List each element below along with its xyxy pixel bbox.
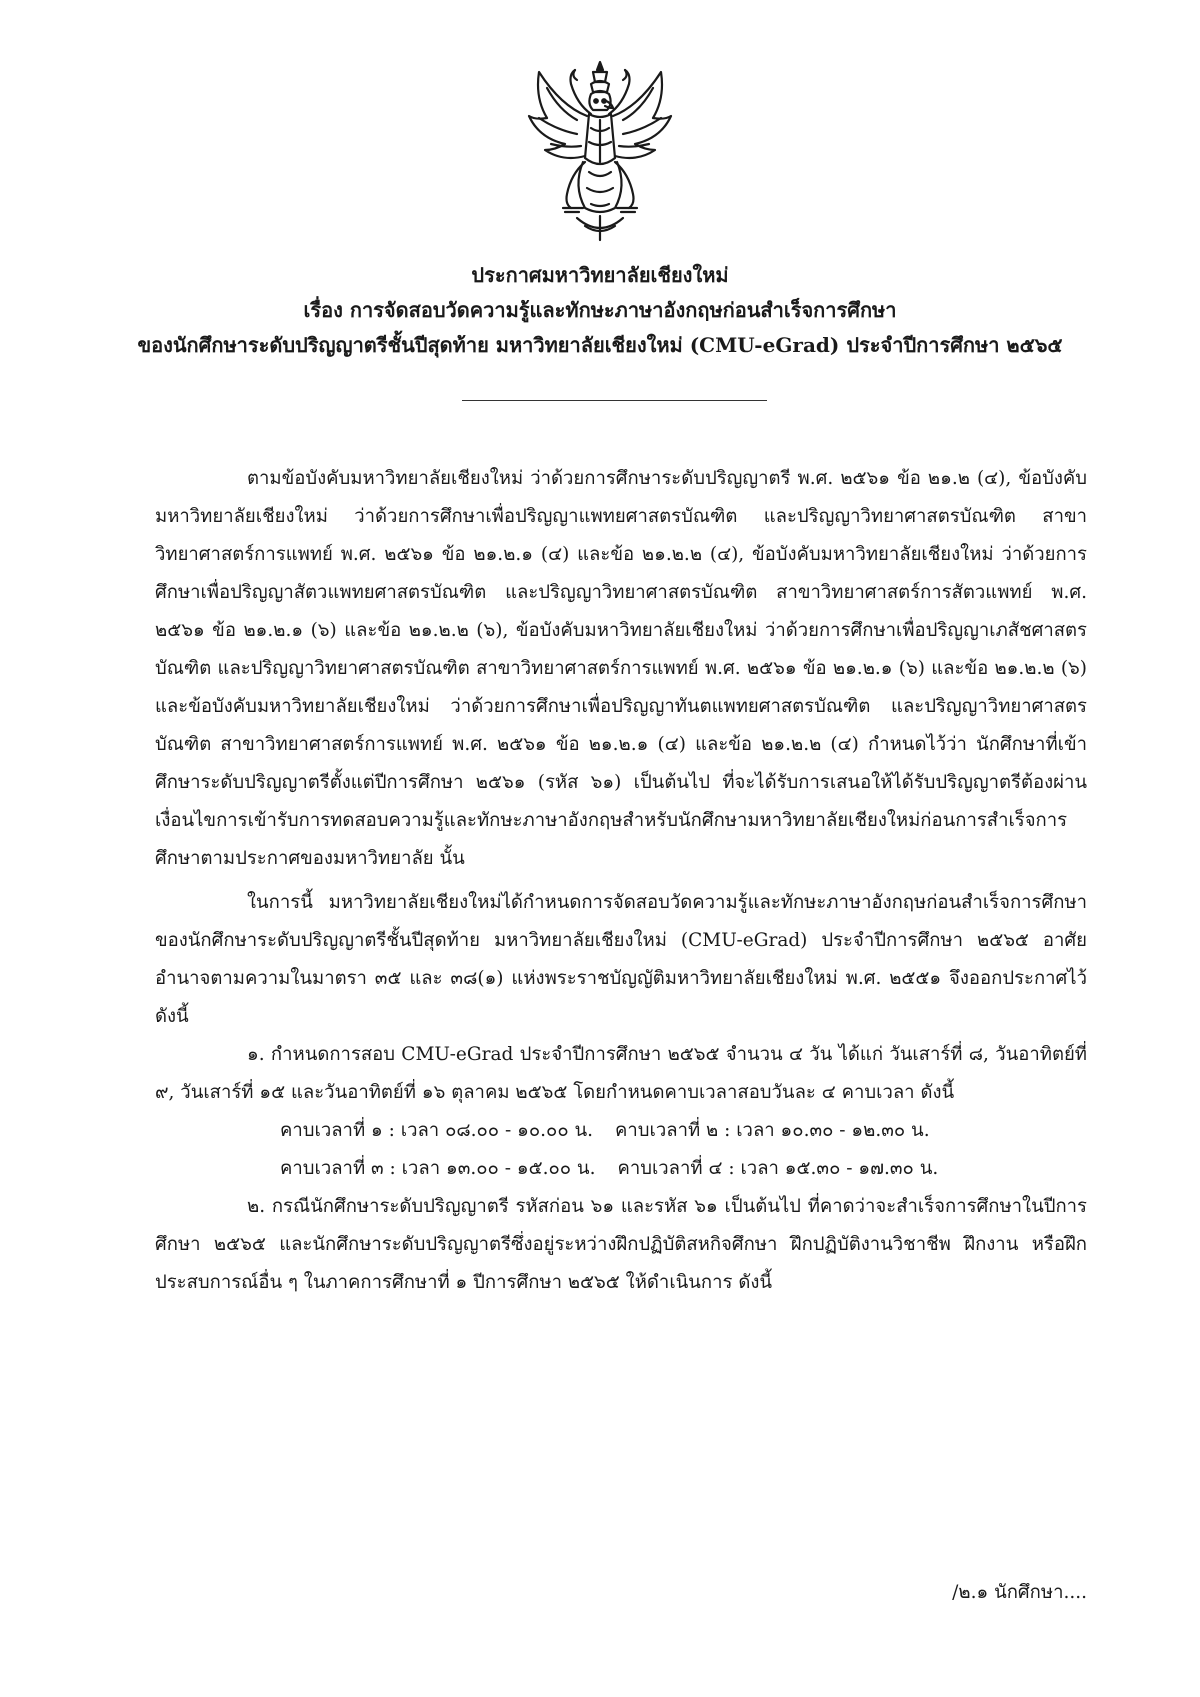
paragraph-regulations: ตามข้อบังคับมหาวิทยาลัยเชียงใหม่ ว่าด้วยการศึกษาระดับปริญญาตรี พ.ศ. ๒๕๖๑ ข้อ ๒๑.๒ (๔), ข้อบังคับมหาวิทยาลัยเชียงใหม่ ว่าด้วยการศึกษาเพื่อปริญญาแพทยศาสตรบัณฑิต และปริญญาวิทยาศาสตรบัณฑิต สาขาวิทยาศาสตร์การแพทย์ พ.ศ. ๒๕๖๑ ข้อ ๒๑.๒.๑ (๔) และข้อ ๒๑.๒.๒ (๔), ข้อบังคับมหาวิทยาลัยเชียงใหม่ ว่าด้วยการศึกษาเพื่อปริญญาสัตวแพทยศาสตรบัณฑิต และปริญญาวิทยาศาสตรบัณฑิต สาขาวิทยาศาสตร์การสัตวแพทย์ พ.ศ. ๒๕๖๑ ข้อ ๒๑.๒.๑ (๖) และข้อ ๒๑.๒.๒ (๖), ข้อบังคับมหาวิทยาลัยเชียงใหม่ ว่าด้วยการศึกษาเพื่อปริญญาเภสัชศาสตรบัณฑิต และปริญญาวิทยาศาสตรบัณฑิต สาขาวิทยาศาสตร์การแพทย์ พ.ศ. ๒๕๖๑ ข้อ ๒๑.๒.๑ (๖) และข้อ ๒๑.๒.๒ (๖) และข้อบังคับมหาวิทยาลัยเชียงใหม่ ว่าด้วยการศึกษาเพื่อปริญญาทันตแพทยศาสตรบัณฑิต และปริญญาวิทยาศาสตรบัณฑิต สาขาวิทยาศาสตร์การแพทย์ พ.ศ. ๒๕๖๑ ข้อ ๒๑.๒.๑ (๔) และข้อ ๒๑.๒.๒ (๔) กำหนดไว้ว่า นักศึกษาที่เข้าศึกษาระดับปริญญาตรีตั้งแต่ปีการศึกษา ๒๕๖๑ (รหัส ๖๑) เป็นต้นไป ที่จะได้รับการเสนอให้ได้รับปริญญาตรีต้องผ่านเงื่อนไขการเข้ารับการทดสอบความรู้และทักษะภาษาอังกฤษสำหรับนักศึกษามหาวิทยาลัยเชียงใหม่ก่อนการสำเร็จการศึกษาตามประกาศของมหาวิทยาลัย นั้น — [155, 468, 1087, 869]
exam-periods — [155, 1112, 1087, 1188]
garuda-emblem-icon — [525, 58, 675, 243]
heading-subject-detail: ของนักศึกษาระดับปริญญาตรีชั้นปีสุดท้าย มหาวิทยาลัยเชียงใหม่ (CMU-eGrad) ประจำปีการศึกษา ๒๕๖๕ — [137, 333, 1063, 357]
continued-on-next-page: /๒.๑ นักศึกษา.... — [952, 1582, 1087, 1603]
heading-subject: เรื่อง การจัดสอบวัดความรู้และทักษะภาษาอังกฤษก่อนสำเร็จการศึกษา — [303, 298, 897, 322]
paragraph-authority: ในการนี้ มหาวิทยาลัยเชียงใหม่ได้กำหนดการจัดสอบวัดความรู้และทักษะภาษาอังกฤษก่อนสำเร็จการศึกษาของนักศึกษาระดับปริญญาตรีชั้นปีสุดท้าย มหาวิทยาลัยเชียงใหม่ (CMU-eGrad) ประจำปีการศึกษา ๒๕๖๕ อาศัยอำนาจตามความในมาตรา ๓๕ และ ๓๘(๑) แห่งพระราชบัญญัติมหาวิทยาลัยเชียงใหม่ พ.ศ. ๒๕๕๑ จึงออกประกาศไว้ ดังนี้ — [155, 892, 1087, 1027]
heading-issuer: ประกาศมหาวิทยาลัยเชียงใหม่ — [471, 263, 729, 287]
exam-period-row — [280, 1112, 1087, 1150]
announcement-heading — [80, 258, 1120, 363]
exam-period-1: คาบเวลาที่ ๑ : เวลา ๐๘.๐๐ - ๑๐.๐๐ น. — [280, 1120, 594, 1141]
clause-2-students: ๒. กรณีนักศึกษาระดับปริญญาตรี รหัสก่อน ๖๑ และรหัส ๖๑ เป็นต้นไป ที่คาดว่าจะสำเร็จการศึกษาในปีการศึกษา ๒๕๖๕ และนักศึกษาระดับปริญญาตรีซึ่งอยู่ระหว่างฝึกปฏิบัติสหกิจศึกษา ฝึกปฏิบัติงานวิชาชีพ ฝึกงาน หรือฝึกประสบการณ์อื่น ๆ ในภาคการศึกษาที่ ๑ ปีการศึกษา ๒๕๖๕ ให้ดำเนินการ ดังนี้ — [155, 1196, 1087, 1293]
clause-1-schedule: ๑. กำหนดการสอบ CMU-eGrad ประจำปีการศึกษา ๒๕๖๕ จำนวน ๔ วัน ได้แก่ วันเสาร์ที่ ๘, วันอาทิตย์ที่ ๙, วันเสาร์ที่ ๑๕ และวันอาทิตย์ที่ ๑๖ ตุลาคม ๒๕๖๕ โดยกำหนดคาบเวลาสอบวันละ ๔ คาบเวลา ดังนี้ — [155, 1044, 1087, 1103]
exam-period-4: คาบเวลาที่ ๔ : เวลา ๑๕.๓๐ - ๑๗.๓๐ น. — [617, 1158, 939, 1179]
announcement-body — [155, 460, 1087, 1302]
heading-divider — [462, 400, 767, 401]
exam-period-2: คาบเวลาที่ ๒ : เวลา ๑๐.๓๐ - ๑๒.๓๐ น. — [615, 1120, 930, 1141]
exam-period-3: คาบเวลาที่ ๓ : เวลา ๑๓.๐๐ - ๑๕.๐๐ น. — [280, 1158, 596, 1179]
exam-period-row — [280, 1150, 1087, 1188]
